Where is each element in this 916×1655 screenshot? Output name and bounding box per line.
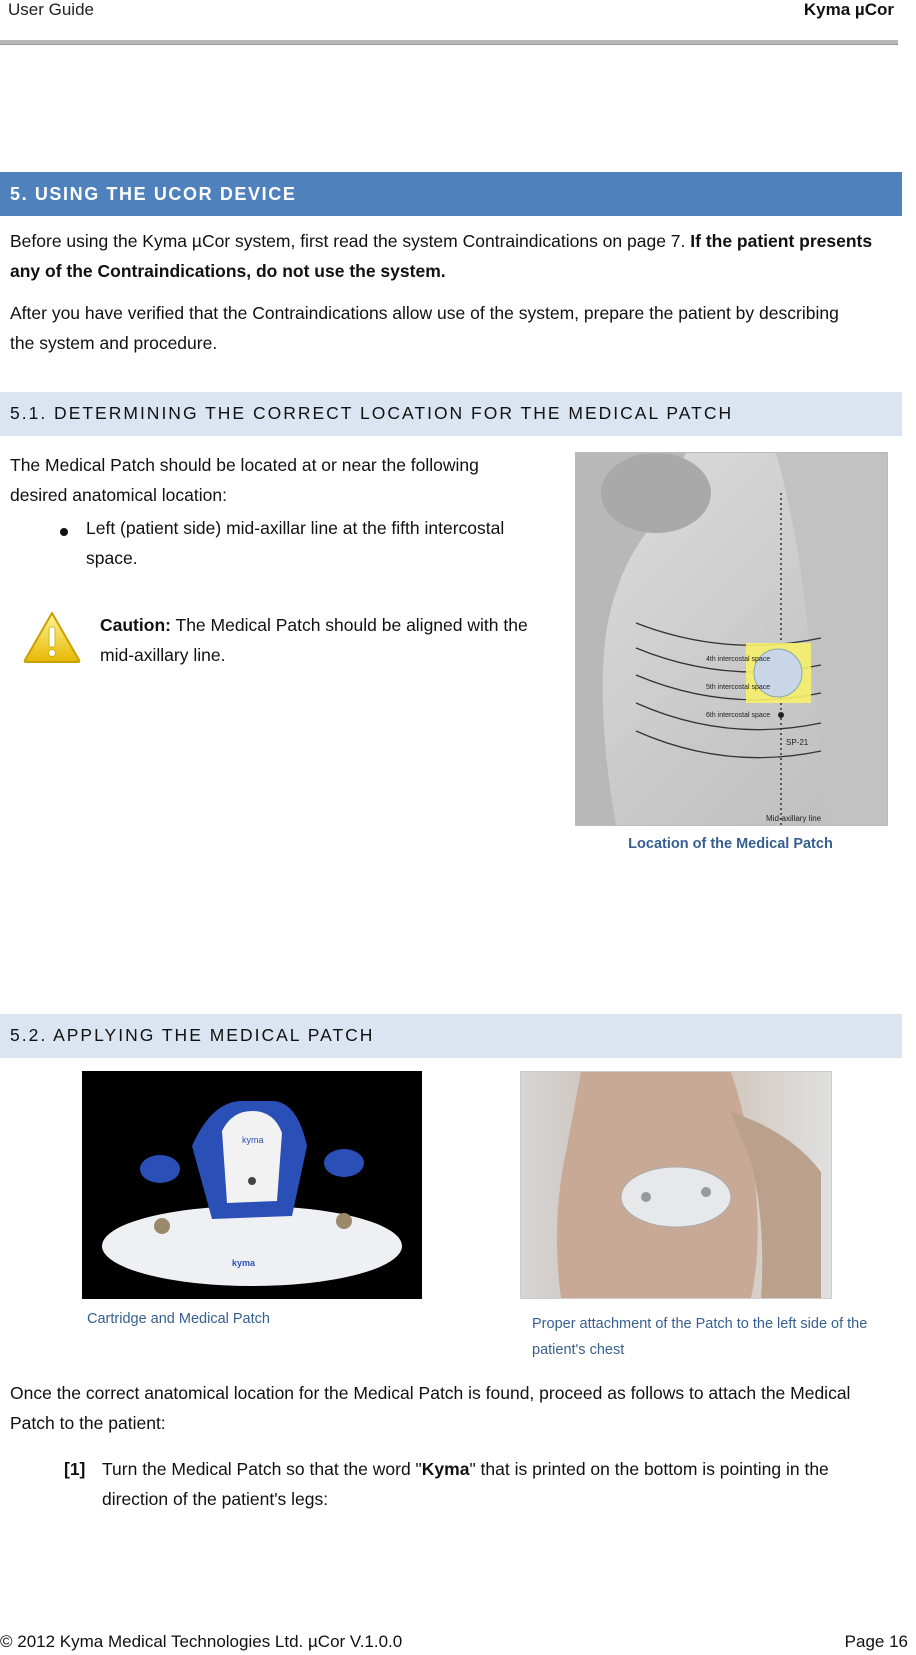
intro-paragraph-2: After you have verified that the Contraindications allow use of the system, prepare the patient by describing the system and procedure. bbox=[10, 303, 839, 353]
subsection-heading-2: 5.2. APPLYING THE MEDICAL PATCH bbox=[10, 1025, 375, 1045]
label-mid-axillary: Mid-axillary line bbox=[766, 814, 822, 823]
caution-label: Caution: bbox=[100, 615, 171, 635]
label-6th: 6th intercostal space bbox=[706, 712, 771, 719]
location-paragraph: The Medical Patch should be located at or near the following desired anatomical location: bbox=[10, 455, 479, 505]
subsection-heading-1: 5.1. DETERMINING THE CORRECT LOCATION FOR THE MEDICAL PATCH bbox=[10, 403, 734, 423]
header-product-name: Kyma µCor bbox=[803, 0, 894, 19]
header-doc-title: User Guide bbox=[8, 0, 94, 19]
intro-text: Before using the Kyma µCor system, first read the system Contraindications on page 7. bbox=[10, 231, 691, 251]
step-number: [1] bbox=[64, 1459, 86, 1479]
location-bullet: Left (patient side) mid-axillar line at the fifth intercostal space. bbox=[86, 518, 505, 568]
patch-attached-photo bbox=[520, 1071, 832, 1299]
caution-text: The Medical Patch should be aligned with the mid-axillary line. bbox=[100, 615, 528, 665]
figure-caption-location: Location of the Medical Patch bbox=[628, 836, 833, 852]
cartridge-brand-text: kyma bbox=[242, 1135, 264, 1145]
procedure-intro: Once the correct anatomical location for the Medical Patch is found, proceed as follows to attach the Medical Patch to the patient: bbox=[10, 1383, 851, 1433]
header-divider bbox=[0, 40, 898, 45]
label-5th: 5th intercostal space bbox=[706, 684, 771, 691]
label-sp21: SP-21 bbox=[786, 738, 809, 747]
cartridge-patch-photo bbox=[82, 1071, 422, 1299]
patch-location-photo bbox=[575, 452, 888, 826]
footer-page-number: Page 16 bbox=[844, 1632, 908, 1651]
intro-warning: If the patient presents any of the Contraindications, do not use the system. bbox=[10, 231, 873, 281]
step-text-a: Turn the Medical Patch so that the word " bbox=[102, 1459, 422, 1479]
warning-triangle-icon bbox=[22, 610, 82, 664]
step-text-c: " that is printed on the bottom is pointing in the direction of the patient's legs: bbox=[102, 1459, 829, 1509]
footer-copyright: © 2012 Kyma Medical Technologies Ltd. µCor V.1.0.0 bbox=[0, 1632, 403, 1651]
figure-caption-cartridge: Cartridge and Medical Patch bbox=[87, 1311, 270, 1327]
bullet-icon bbox=[60, 528, 68, 536]
step-1-text bbox=[102, 1454, 882, 1514]
patch-brand-text: kyma bbox=[232, 1258, 256, 1268]
step-keyword: Kyma bbox=[421, 1459, 470, 1479]
section-heading: 5. USING THE UCOR DEVICE bbox=[10, 184, 297, 204]
label-4th: 4th intercostal space bbox=[706, 656, 771, 663]
figure-caption-attachment: Proper attachment of the Patch to the left side of the patient's chest bbox=[532, 1316, 868, 1358]
caution-note bbox=[100, 610, 540, 670]
intro-paragraph-1 bbox=[10, 226, 902, 286]
